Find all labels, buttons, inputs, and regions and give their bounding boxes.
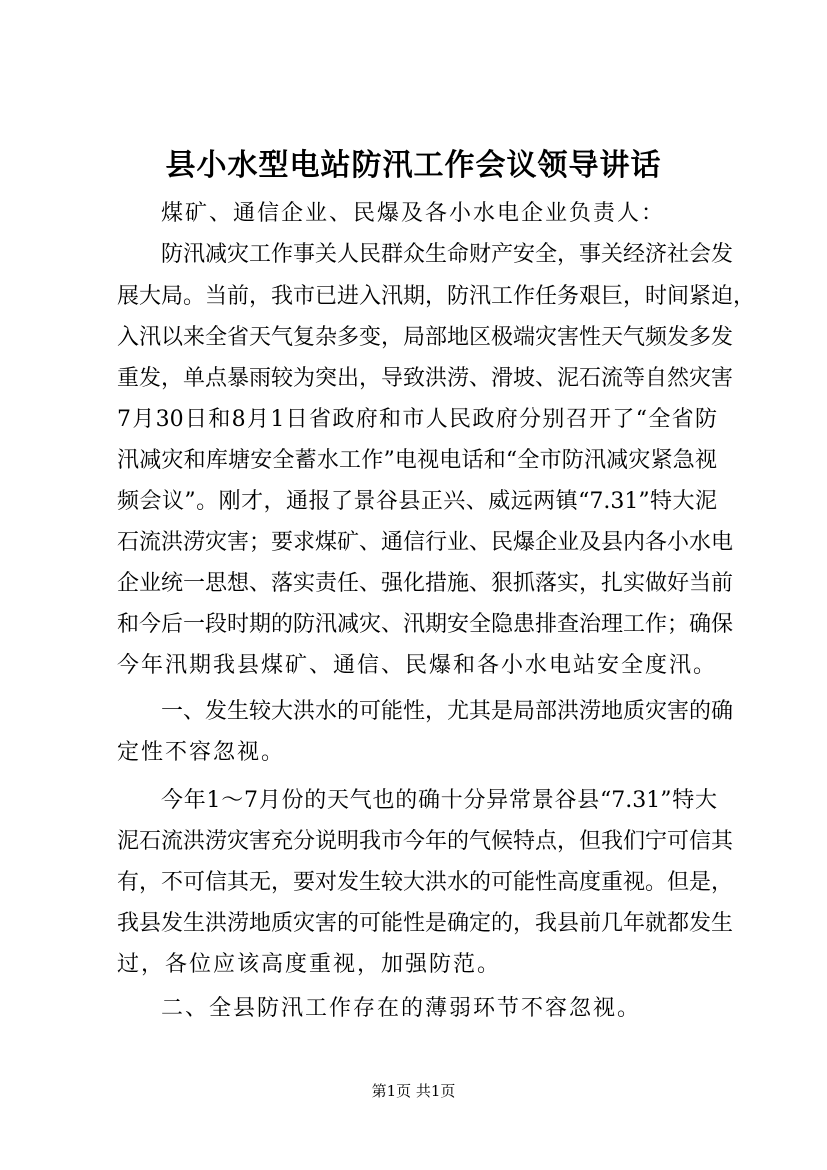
- body-line: 今年汛期我县煤矿、通信、民爆和各小水电站安全度汛。: [117, 653, 718, 678]
- body-line: 防汛减灾工作事关人民群众生命财产安全，事关经济社会发: [161, 242, 734, 267]
- body-line: 展大局。当前，我市已进入汛期，防汛工作任务艰巨，时间紧迫，: [117, 284, 756, 309]
- section-heading-line: 二、全县防汛工作存在的薄弱环节不容忽视。: [161, 996, 642, 1021]
- body-line: 频会议”。刚才，通报了景谷县正兴、威远两镇“7.31”特大泥: [117, 489, 717, 514]
- body-line: 我县发生洪涝地质灾害的可能性是确定的，我县前几年就都发生: [117, 911, 734, 936]
- body-line: 过，各位应该高度重视，加强防范。: [117, 952, 502, 977]
- body-line: 泥石流洪涝灾害充分说明我市今年的气候特点，但我们宁可信其: [117, 829, 734, 854]
- body-line: 煤矿、通信企业、民爆及各小水电企业负责人：: [161, 201, 666, 226]
- body-line: 和今后一段时期的防汛减灾、汛期安全隐患排查治理工作；确保: [117, 612, 734, 637]
- section-heading-line: 一、发生较大洪水的可能性，尤其是局部洪涝地质灾害的确: [161, 699, 734, 724]
- body-line: 7月30日和8月1日省政府和市人民政府分别召开了“全省防: [117, 407, 717, 432]
- body-line: 石流洪涝灾害；要求煤矿、通信行业、民爆企业及县内各小水电: [117, 530, 734, 555]
- body-line: 重发，单点暴雨较为突出，导致洪涝、滑坡、泥石流等自然灾害: [117, 366, 734, 391]
- body-line: 有，不可信其无，要对发生较大洪水的可能性高度重视。但是，: [117, 870, 734, 895]
- section-heading-line: 定性不容忽视。: [117, 740, 286, 765]
- body-line: 今年1～7月份的天气也的确十分异常景谷县“7.31”特大: [161, 788, 717, 813]
- document-title: 县小水型电站防汛工作会议领导讲话: [165, 148, 662, 183]
- body-line: 入汛以来全省天气复杂多变，局部地区极端灾害性天气频发多发: [117, 325, 734, 350]
- body-line: 企业统一思想、落实责任、强化措施、狠抓落实，扎实做好当前: [117, 571, 734, 596]
- page-number-footer: 第1页 共1页: [371, 1082, 456, 1100]
- body-line: 汛减灾和库塘安全蓄水工作”电视电话和“全市防汛减灾紧急视: [117, 448, 717, 473]
